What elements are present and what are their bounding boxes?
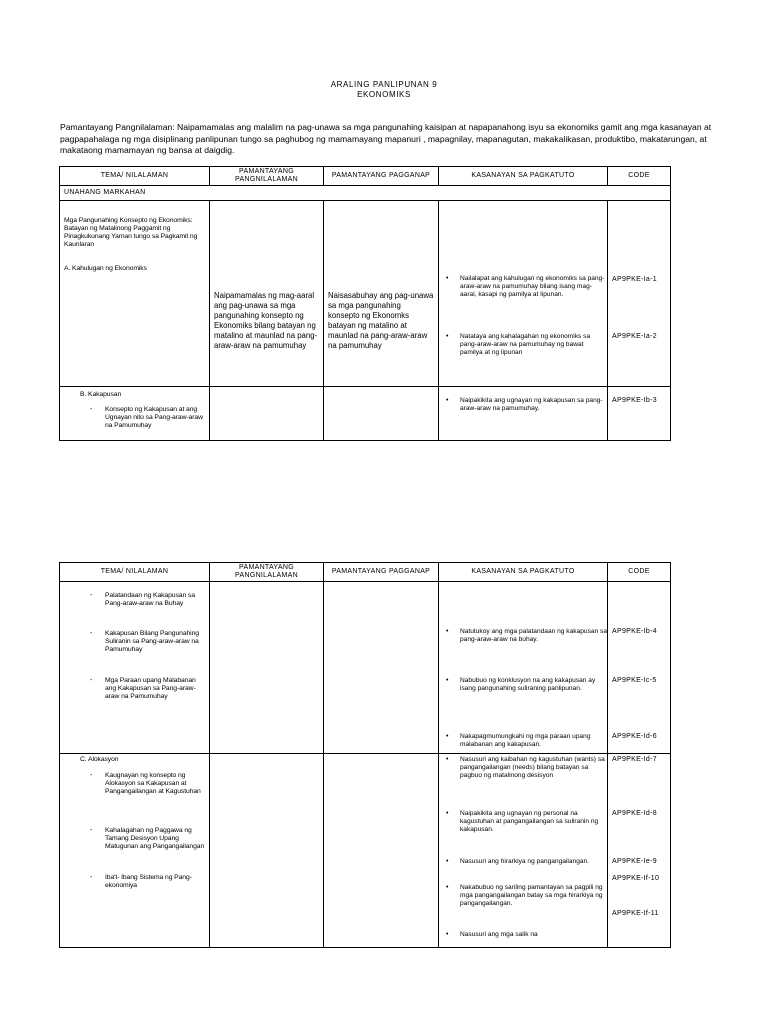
skill-code: AP9PKE-Id-7 [612,756,657,763]
skill-text: Nasusuri ang mga salik na [460,931,538,938]
topic-b: B. Kakapusan [80,391,122,398]
dash-icon: - [90,630,93,637]
col-header-kasanayan: KASANAYAN SA PAGKATUTO [471,172,575,179]
bullet-icon: • [446,931,449,938]
skill-text: Nasusuri ang kaibahan ng kagustuhan (wants) sa pangangailangan (needs) bilang batayan sa pagbuo ng matalinong desisyon [460,756,605,779]
content-standard-cell: Naipamamalas ng mag-aaral ang pag-unawa sa mga pangunahing konsepto ng Ekonomiks bilang batayan ng matalino at maunlad na pang-araw-araw na pamumuhay [214,291,318,350]
skill-text: Natataya ang kahalagahan ng ekonomiks sa pang-araw-araw na pamumuhay ng bawat pamilya at ng lipunan [460,333,591,356]
col-header-code: CODE [628,172,650,179]
topic-sub: Kahalagahan ng Paggawa ng Tamang Desisyon Upang Matugunan ang Pangangailangan [105,827,205,850]
curriculum-table-2 [59,562,671,948]
performance-standard-cell: Naisasabuhay ang pag-unawa sa mga pangunahing konsepto ng Ekonomks batayan ng matalino at maunlad na pang-araw-araw na pamumuhay [328,291,434,350]
col-header-pagganap: PAMANTAYANG PAGGANAP [331,568,431,575]
col-header-pagganap: PAMANTAYANG PAGGANAP [331,172,431,179]
skill-code: AP9PKE-Ic-5 [612,677,657,684]
bullet-icon: • [446,733,449,740]
col-header-kasanayan: KASANAYAN SA PAGKATUTO [471,568,575,575]
col-header-pangnilalaman: PAMANTAYANG PANGNILALAMAN [235,168,298,183]
skill-text: Nakapagmumungkahi ng mga paraan upang malabanan ang kakapusan. [460,733,591,748]
skill-code: AP9PKE-Id-8 [612,810,657,817]
bullet-icon: • [446,884,449,891]
table-row [60,582,670,754]
bullet-icon: • [446,275,449,282]
bullet-icon: • [446,756,449,763]
skill-code: AP9PKE-Id-6 [612,733,657,740]
bullet-icon: • [446,397,449,404]
quarter-label: UNAHANG MARKAHAN [64,189,146,196]
quarter-row [60,186,670,201]
curriculum-table-1 [59,166,671,441]
skill-code: AP9PKE-If-11 [612,910,659,917]
document-title: ARALING PANLIPUNAN 9 [330,80,438,89]
table-header-row [60,167,670,186]
col-header-tema: TEMA/ NILALAMAN [100,172,169,179]
table-row [60,754,670,947]
skill-code: AP9PKE-Ib-3 [612,397,657,404]
topic-a: A. Kahulugan ng Ekonomiks [64,265,147,272]
skill-code: AP9PKE-Ie-9 [612,858,657,865]
topic-sub: Mga Paraan upang Malabanan ang Kakapusan sa Pang-araw-araw na Pamumuhay [105,677,196,700]
bullet-icon: • [446,333,449,340]
bullet-icon: • [446,677,449,684]
topic-intro: Mga Pangunahing Konsepto ng Ekonomiks: Batayan ng Matalinong Paggamit ng Pinagkukunang Yaman tungo sa Pagkamit ng Kaunlaran [64,217,198,248]
skill-code: AP9PKE-Ia-1 [612,276,657,283]
topic-sub: Iba't- Ibang Sistema ng Pang-ekonomiya [105,874,192,889]
topic-sub: Kaugnayan ng konsepto ng Alokasyon sa Kakapusan at Pangangailangan at Kagustuhan [105,772,201,795]
content-standard: Pamantayang Pangnilalaman: Naipamamalas ang malalim na pag-unawa sa mga pangunahing kaisipan at napapanahong isyu sa ekonomiks gamit ang mga kasanayan at pagpapahalaga ng mga disiplinang panlipunan tungo sa paghubog ng mamamayang mapanuri , mapagnilay, mapanagutan, makakalikasan, produktibo, makatarungan, at makataong mamamayan ng bansa at daigdig. [60,122,712,155]
dash-icon: - [90,772,93,779]
topic-sub: Kakapusan Bilang Pangunahing Suliranin sa Pang-araw-araw na Pamumuhay [105,630,199,653]
skill-text: Nasusuri ang hirarkiya ng pangangailangan. [460,858,590,865]
bullet-icon: • [446,858,449,865]
dash-icon: - [90,874,93,881]
skill-text: Nakabubuo ng sariling pamantayan sa pagpili ng mga pangangailangan batay sa mga hirarkiya ng pangangailangan. [460,884,603,907]
dash-icon: - [90,677,93,684]
skill-code: AP9PKE-Ia-2 [612,333,657,340]
skill-code: AP9PKE-If-10 [612,875,660,882]
topic-b-sub: Konsepto ng Kakapusan at ang Ugnayan nito sa Pang-araw-araw na Pamumuhay [105,406,203,429]
col-header-tema: TEMA/ NILALAMAN [100,568,169,575]
table-row [60,201,670,387]
bullet-icon: • [446,628,449,635]
table-row [60,387,670,440]
skill-text: Naipakikita ang ugnayan ng personal na kagustuhan at pangangailangan sa suliranin ng kakapusan. [460,810,599,833]
skill-text: Naipakikita ang ugnayan ng kakapusan sa pang-araw-araw na pamumuhay. [460,397,603,412]
topic-sub: Palatandaan ng Kakapusan sa Pang-araw-araw na Buhay [105,592,195,607]
dash-icon: - [90,406,93,413]
table-header-row [60,563,670,582]
document-subtitle: EKONOMIKS [357,90,411,99]
skill-code: AP9PKE-Ib-4 [612,628,657,635]
topic-c: C. Alokasyon [80,756,119,763]
skill-text: Nabubuo ng konklusyon na ang kakapusan ay isang pangunahing suliraning panlipunan. [460,677,596,692]
col-header-code: CODE [628,568,650,575]
dash-icon: - [90,592,93,599]
bullet-icon: • [446,810,449,817]
skill-text: Natutukoy ang mga palatandaan ng kakapusan sa pang-araw-araw na buhay. [460,628,608,643]
skill-text: Nailalapat ang kahulugan ng ekonomiks sa pang-araw-araw na pamumuhay bilang isang mag-aaral, kasapi ng pamilya at lipunan. [460,275,605,298]
dash-icon: - [90,827,93,834]
col-header-pangnilalaman: PAMANTAYANG PANGNILALAMAN [235,564,298,579]
